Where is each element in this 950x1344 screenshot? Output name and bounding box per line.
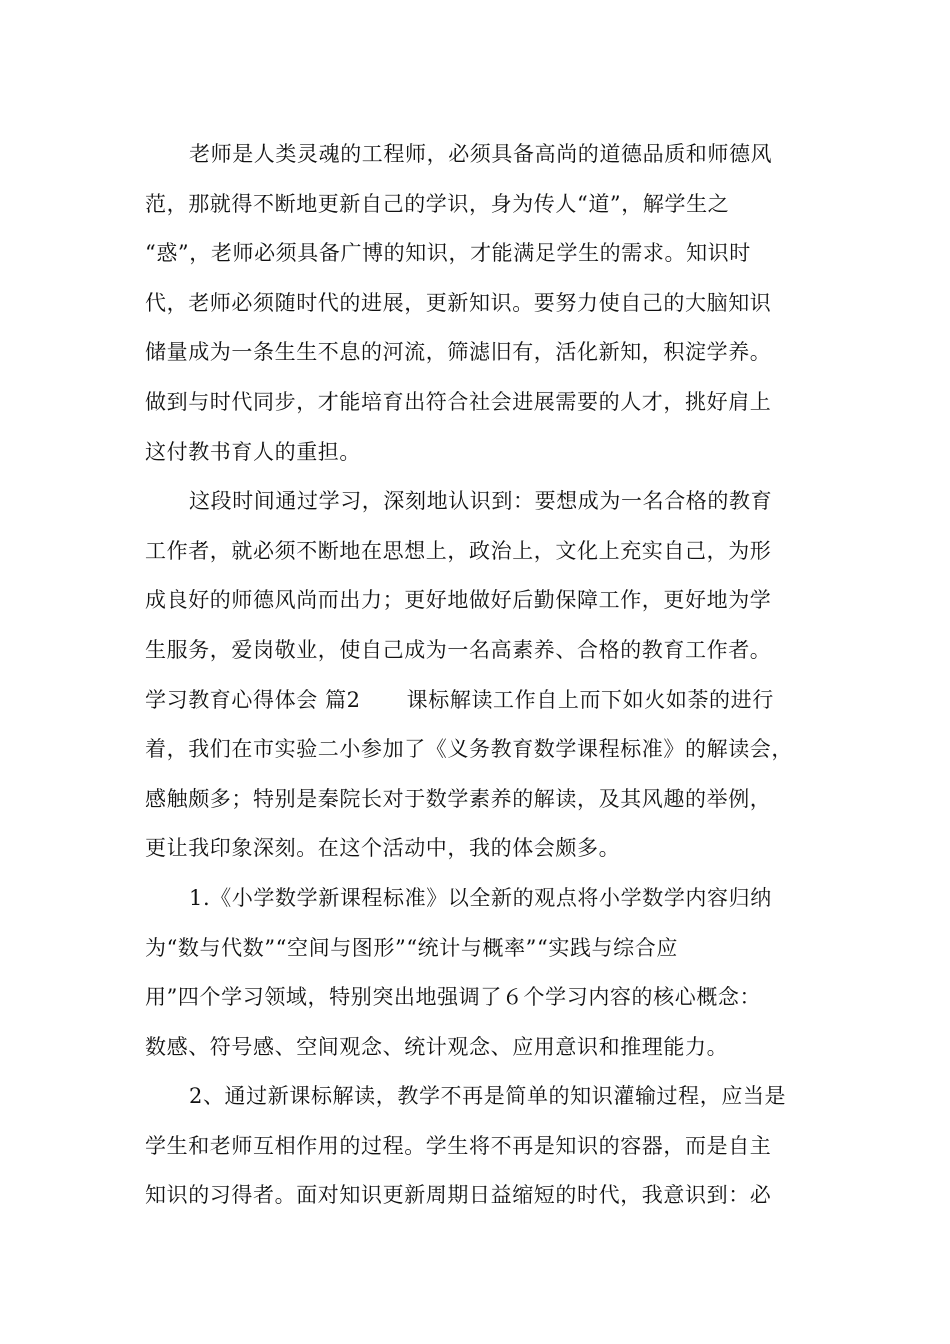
paragraph [145,1072,825,1221]
text-line: 用”四个学习领域，特别突出地强调了６个学习内容的核心概念： [145,985,762,1010]
document-body [145,130,825,1221]
text-line: 1.《小学数学新课程标准》以全新的观点将小学数学内容归纳 [189,885,772,910]
paragraph [145,477,825,675]
text-line: “惑”，老师必须具备广博的知识，才能满足学生的需求。知识时 [145,241,751,266]
text-line: 着，我们在市实验二小参加了《义务教育数学课程标准》的解读会， [145,737,793,762]
text-line: 数感、符号感、空间观念、统计观念、应用意识和推理能力。 [145,1034,729,1059]
text-line: 范，那就得不断地更新自己的学识，身为传人“道”，解学生之 [145,191,730,216]
text-line: 生服务，爱岗敬业，使自己成为一名高素养、合格的教育工作者。 [145,637,772,662]
text-line: 感触颇多；特别是秦院长对于数学素养的解读，及其风趣的举例， [145,786,772,811]
text-line: 做到与时代同步，才能培育出符合社会进展需要的人才，挑好肩上 [145,389,772,414]
text-line: 这付教书育人的重担。 [145,439,361,464]
text-line [145,676,825,726]
text-line: 工作者，就必须不断地在思想上，政治上，文化上充实自己，为形 [145,538,772,563]
text-line: 老师是人类灵魂的工程师，必须具备高尚的道德品质和师德风 [189,142,773,166]
text-line: 为“数与代数”“空间与图形”“统计与概率”“实践与综合应 [145,935,678,960]
text-line: 知识的习得者。面对知识更新周期日益缩短的时代，我意识到：必 [145,1183,772,1208]
text-line: 这段时间通过学习，深刻地认识到：要想成为一名合格的教育 [189,489,773,514]
text-line: 成良好的师德风尚而出力；更好地做好后勤保障工作，更好地为学 [145,588,772,613]
paragraph [145,676,825,874]
text-line-segment: 课标解读工作自上而下如火如荼的进行 [406,687,774,712]
paragraph [145,874,825,1072]
section-heading: 学习教育心得体会 篇2 [145,687,361,712]
text-line: 2、通过新课标解读，教学不再是简单的知识灌输过程，应当是 [189,1084,787,1109]
text-line: 代，老师必须随时代的进展，更新知识。要努力使自己的大脑知识 [145,290,772,315]
text-line: 学生和老师互相作用的过程。学生将不再是知识的容器，而是自主 [145,1133,772,1158]
paragraph [145,130,825,477]
text-line: 更让我印象深刻。在这个活动中，我的体会颇多。 [145,836,621,861]
text-line: 储量成为一条生生不息的河流，筛滤旧有，活化新知，积淀学养。 [145,340,772,365]
